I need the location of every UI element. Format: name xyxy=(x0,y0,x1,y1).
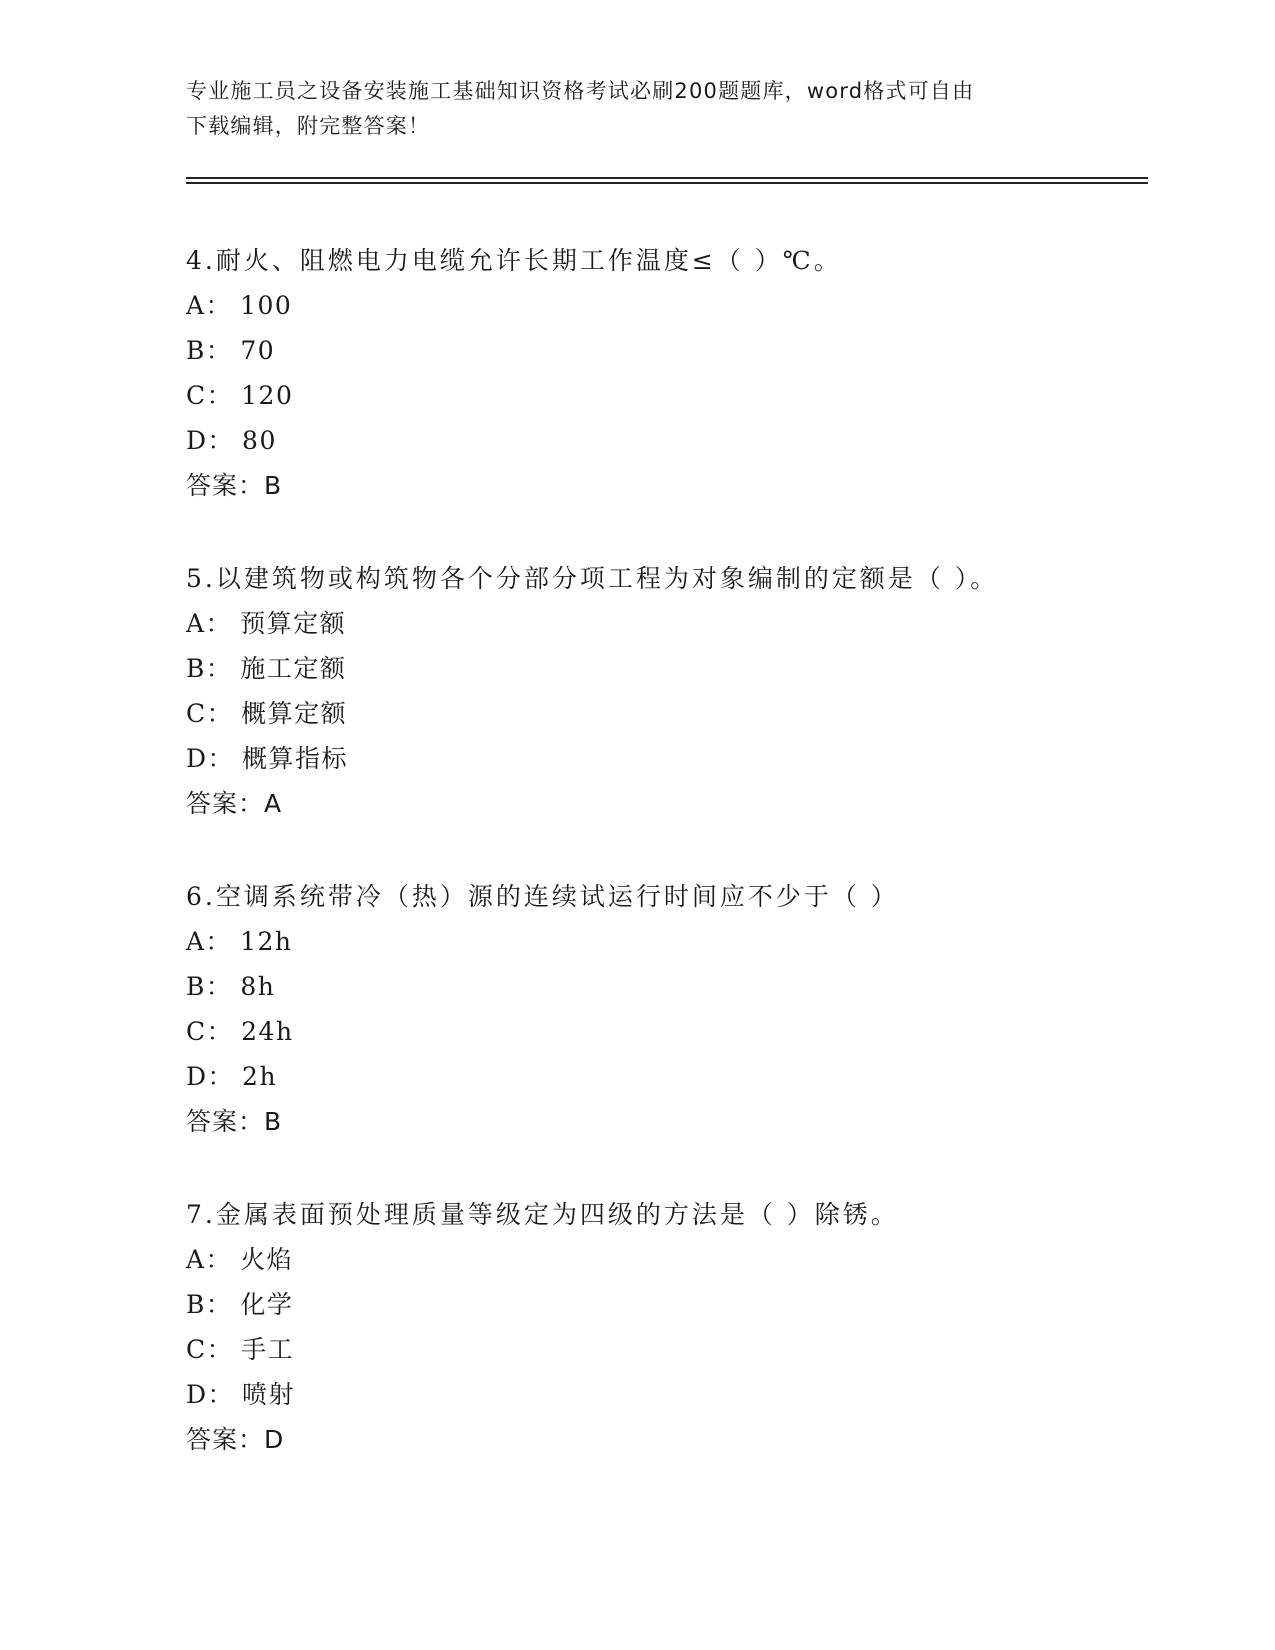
option-text: 概算指标 xyxy=(242,744,349,773)
option-letter: B： xyxy=(186,336,233,365)
option-b xyxy=(186,328,1146,373)
question-stem: 5.以建筑物或构筑物各个分部分项工程为对象编制的定额是（ ）。 xyxy=(186,564,999,593)
question-5 xyxy=(186,556,1146,874)
option-letter: D： xyxy=(186,1380,235,1409)
option-text: 8h xyxy=(240,972,276,1001)
question-4 xyxy=(186,238,1146,556)
question-stem: 4.耐火、阻燃电力电缆允许长期工作温度≤（ ）℃。 xyxy=(186,246,842,275)
option-letter: C： xyxy=(186,699,234,728)
question-6 xyxy=(186,874,1146,1192)
answer-line: 答案：D xyxy=(186,1425,285,1454)
option-c xyxy=(186,691,1146,736)
option-c xyxy=(186,1009,1146,1054)
document-header xyxy=(186,74,1066,144)
option-a xyxy=(186,1237,1146,1282)
option-letter: C： xyxy=(186,1017,234,1046)
option-c xyxy=(186,373,1146,418)
option-text: 80 xyxy=(242,426,277,455)
header-divider-top xyxy=(186,177,1148,179)
option-letter: B： xyxy=(186,1290,233,1319)
option-a xyxy=(186,283,1146,328)
header-divider-bottom xyxy=(186,182,1148,184)
option-b xyxy=(186,646,1146,691)
option-d xyxy=(186,1054,1146,1099)
option-text: 喷射 xyxy=(242,1380,296,1409)
option-letter: D： xyxy=(186,426,235,455)
option-text: 预算定额 xyxy=(240,609,347,638)
answer-line: 答案：A xyxy=(186,789,283,818)
header-line-2: 下载编辑，附完整答案！ xyxy=(186,114,431,138)
option-text: 施工定额 xyxy=(240,654,347,683)
option-text: 24h xyxy=(241,1017,294,1046)
option-b xyxy=(186,1282,1146,1327)
option-text: 化学 xyxy=(240,1290,294,1319)
option-letter: A： xyxy=(186,609,233,638)
option-letter: B： xyxy=(186,972,233,1001)
option-c xyxy=(186,1327,1146,1372)
option-a xyxy=(186,601,1146,646)
option-d xyxy=(186,736,1146,781)
option-letter: C： xyxy=(186,1335,234,1364)
question-stem: 6.空调系统带冷（热）源的连续试运行时间应不少于（ ） xyxy=(186,882,899,911)
option-d xyxy=(186,418,1146,463)
option-b xyxy=(186,964,1146,1009)
option-text: 100 xyxy=(240,291,293,320)
question-stem: 7.金属表面预处理质量等级定为四级的方法是（ ）除锈。 xyxy=(186,1200,899,1229)
option-letter: D： xyxy=(186,744,235,773)
answer-line: 答案：B xyxy=(186,471,283,500)
header-line-1: 专业施工员之设备安装施工基础知识资格考试必刷200题题库，word格式可自由 xyxy=(186,79,975,103)
option-text: 火焰 xyxy=(240,1245,294,1274)
answer-line: 答案：B xyxy=(186,1107,283,1136)
option-a xyxy=(186,919,1146,964)
option-text: 12h xyxy=(240,927,293,956)
option-letter: A： xyxy=(186,927,233,956)
option-text: 2h xyxy=(242,1062,278,1091)
option-d xyxy=(186,1372,1146,1417)
option-text: 概算定额 xyxy=(241,699,348,728)
question-7 xyxy=(186,1192,1146,1510)
option-text: 手工 xyxy=(241,1335,295,1364)
option-letter: B： xyxy=(186,654,233,683)
option-letter: D： xyxy=(186,1062,235,1091)
option-letter: C： xyxy=(186,381,234,410)
question-list xyxy=(186,238,1146,1510)
option-letter: A： xyxy=(186,291,233,320)
option-text: 70 xyxy=(240,336,276,365)
option-text: 120 xyxy=(241,381,294,410)
option-letter: A： xyxy=(186,1245,233,1274)
